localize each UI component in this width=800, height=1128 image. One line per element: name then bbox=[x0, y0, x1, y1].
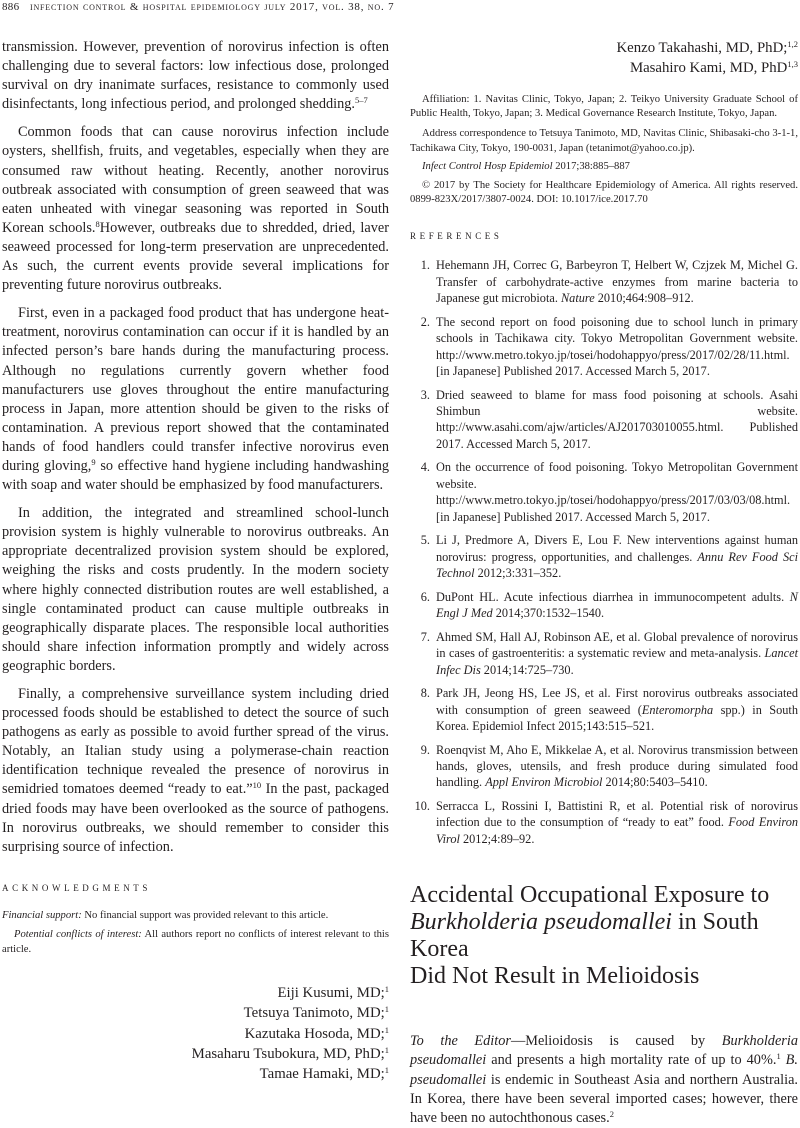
author-line: Tetsuya Tanimoto, MD;$^1$ bbox=[243, 1004, 389, 1022]
right-column bbox=[410, 38, 798, 1128]
references-heading: references bbox=[410, 227, 503, 243]
correspondence: Address correspondence to Tetsuya Tanimoto, MD, Navitas Clinic, Shibasaki-cho 3-1-1, Tachikawa City, Tokyo, 190-0031, Japan (tetanimot@yahoo.co.jp). bbox=[410, 128, 798, 154]
author-line: Eiji Kusumi, MD;$^1$ bbox=[277, 984, 389, 1002]
reference-item: 2. The second report on food poisoning due to school lunch in primary schools in Tachikawa city. Tokyo Metropolitan Government website. http://www.metro.tokyo.jp/tosei/hodohappyo/press/2017/02/28/11.html. [in Japanese] Published 2017. Accessed March 5, 2017. bbox=[420, 314, 798, 379]
author-line: Masaharu Tsubokura, MD, PhD;$^1$ bbox=[191, 1044, 389, 1062]
author-line: Kenzo Takahashi, MD, PhD;$^{1,2}$ bbox=[616, 39, 798, 56]
body-paragraph: In addition, the integrated and streamlined school-lunch provision system is highly vulnerable to norovirus outbreaks. An appropriate decentralized provision system should be explored, weighing the risks and costs prudently. In the modern society where highly connected distribution routes are well established, a single contaminated product can cause multiple outbreaks in geographically disparate places. The responsible local authorities should share infection information promptly and widely across geographic borders. bbox=[2, 505, 389, 674]
reference-item: 5. Li J, Predmore A, Divers E, Lou F. New interventions against human norovirus: progress, opportunities, and challenges. Annu Rev Food Sci Technol 2012;3:331–352. bbox=[420, 533, 798, 581]
author-line: Kazutaka Hosoda, MD;$^1$ bbox=[244, 1024, 389, 1042]
author-line: Masahiro Kami, MD, PhD$^{1,3}$ bbox=[629, 59, 798, 77]
running-title: infection control & hospital epidemiology july 2017, vol. 38, no. 7 bbox=[30, 1, 395, 13]
author-line: Tamae Hamaki, MD;$^1$ bbox=[259, 1065, 389, 1083]
affiliation: Affiliation: 1. Navitas Clinic, Tokyo, Japan; 2. Teikyo University Graduate School of Public Health, Tokyo, Japan; 3. Medical Governance Research Institute, Tokyo, Japan. bbox=[410, 93, 798, 119]
conflicts-of-interest: Potential conflicts of interest: All authors report no conflicts of interest relevant to this article. bbox=[2, 929, 390, 955]
body-paragraph: First, even in a packaged food product that has undergone heat-treatment, norovirus contamination can occur if it is handled by an infected person’s bare hands during the manufacturing process. Although no regulations currently govern whether food manufacturers use gloves throughout the entire manufacturing process in Japan, more attention should be given to the risks of contamination. A previous report showed that the contaminated hands of food handlers could transfer infective norovirus even during gloving,$^9$ so effective hand hygiene including handwashing with soap and water should be emphasized by food manufacturers. bbox=[2, 305, 389, 494]
reference-item: 8. Park JH, Jeong HS, Lee JS, et al. First norovirus outbreaks associated with consumption of green seaweed (Enteromorpha spp.) in South Korea. Epidemiol Infect 2015;143:515–521. bbox=[420, 686, 798, 733]
left-column bbox=[2, 38, 389, 1085]
reference-item: 6. DuPont HL. Acute infectious diarrhea in immunocompetent adults. N Engl J Med 2014;370:1532–1540. bbox=[420, 589, 798, 621]
article-citation: Infect Control Hosp Epidemiol 2017;38:885–887 bbox=[422, 161, 630, 173]
body-paragraph: Finally, a comprehensive surveillance system including dried processed foods should be established to detect the source of such pathogens as early as possible to avoid further spread of the virus. Notably, an Italian study using a polymerase-chain reaction identification technique revealed the presence of norovirus in semidried tomatoes deemed “ready to eat.”$^{10}$ In the past, packaged dried foods may have been overlooked as the source of pathogens. In norovirus outbreaks, we should remember to consider this surprising source of infection. bbox=[2, 686, 389, 855]
body-paragraph: transmission. However, prevention of norovirus infection is often challenging due to several factors: low infectious dose, prolonged survival on dry inanimate surfaces, resistance to commonly used disinfectants, long infectious period, and prolonged shedding.$^{5-7}$ bbox=[2, 39, 389, 113]
reference-item: 3. Dried seaweed to blame for mass food poisoning at schools. Asahi Shimbun website. http://www.asahi.com/ajw/articles/AJ201703010055.html. Published 2017. Accessed March 5, 2017. bbox=[420, 387, 798, 451]
reference-list bbox=[410, 257, 798, 847]
reference-item: 4. On the occurrence of food poisoning. Tokyo Metropolitan Government website. http://www.metro.tokyo.jp/tosei/hodohappyo/press/2017/03/03/08.html. [in Japanese] Published 2017. Accessed March 5, 2017. bbox=[420, 460, 798, 524]
article-title: Accidental Occupational Exposure to Burkholderia pseudomallei in South Korea Did Not Result in Melioidosis bbox=[410, 882, 770, 990]
letter-body: To the Editor—Melioidosis is caused by Burkholderia pseudomallei and presents a high mortality rate of up to 40%.$^1$ B. pseudomallei is endemic in Southeast Asia and northern Australia. In Korea, there have been several imported cases; however, there have been no autochthonous cases.$^2$ bbox=[410, 1033, 798, 1126]
financial-support: Financial support: No financial support was provided relevant to this article. bbox=[2, 909, 329, 921]
running-header bbox=[0, 0, 800, 20]
reference-item: 10. Serracca L, Rossini I, Battistini R, et al. Potential risk of norovirus infection due to the consumption of “ready to eat” food. Food Environ Virol 2012;4:89–92. bbox=[414, 798, 798, 846]
acknowledgments-heading: acknowledgments bbox=[2, 878, 151, 894]
reference-item: 1. Hehemann JH, Correc G, Barbeyron T, Helbert W, Czjzek M, Michel G. Transfer of carbohydrate-active enzymes from marine bacteria to Japanese gut microbiota. Nature 2010;464:908–912. bbox=[420, 258, 798, 306]
page-number: 886 bbox=[2, 1, 20, 13]
reference-item: 9. Roenqvist M, Aho E, Mikkelae A, et al. Norovirus transmission between hands, gloves, utensils, and fresh produce during simulated food handling. Appl Environ Microbiol 2014;80:5403–5410. bbox=[420, 742, 798, 790]
body-paragraph: Common foods that can cause norovirus infection include oysters, shellfish, fruits, and vegetables, especially when they are consumed raw without heating. Recently, another norovirus outbreak associated with consumption of green seaweed that was eaten unheated with vinegar seasoning was reported in South Korean schools.$^8$However, outbreaks due to shredded, dried, laver seaweed processed for long-term preservation are unprecedented. As such, the current events provide several implications for preventing future norovirus outbreaks. bbox=[2, 124, 389, 294]
reference-item: 7. Ahmed SM, Hall AJ, Robinson AE, et al. Global prevalence of norovirus in cases of gastroenteritis: a systematic review and meta-analysis. Lancet Infec Dis 2014;14:725–730. bbox=[420, 629, 798, 677]
copyright-notice: © 2017 by The Society for Healthcare Epidemiology of America. All rights reserved. 0899-823X/2017/3807-0024. DOI: 10.1017/ice.2017.70 bbox=[410, 179, 798, 206]
